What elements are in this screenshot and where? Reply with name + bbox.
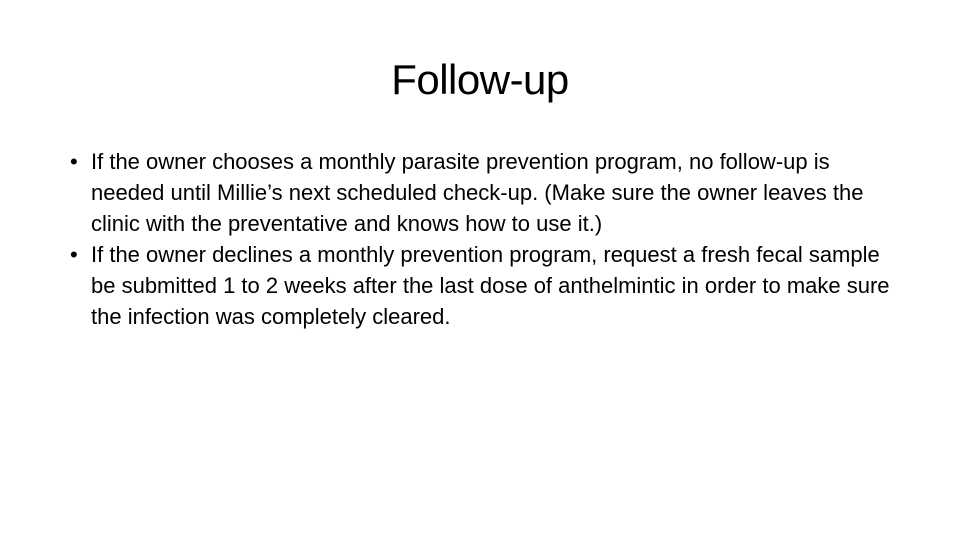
bullet-item — [70, 146, 900, 239]
bullet-text: If the owner declines a monthly prevention program, request a fresh fecal sample be submitted 1 to 2 weeks after the last dose of anthelmintic in order to make sure the infection was completely cleared. — [91, 242, 890, 329]
bullet-text: If the owner chooses a monthly parasite prevention program, no follow-up is needed until Millie’s next scheduled check-up. (Make sure the owner leaves the clinic with the preventative and knows how to use it.) — [91, 149, 864, 236]
bullet-point-icon: • — [70, 149, 78, 174]
bullet-list — [70, 146, 900, 332]
bullet-point-icon: • — [70, 242, 78, 267]
slide-title: Follow-up — [391, 56, 569, 103]
bullet-item — [70, 239, 900, 332]
